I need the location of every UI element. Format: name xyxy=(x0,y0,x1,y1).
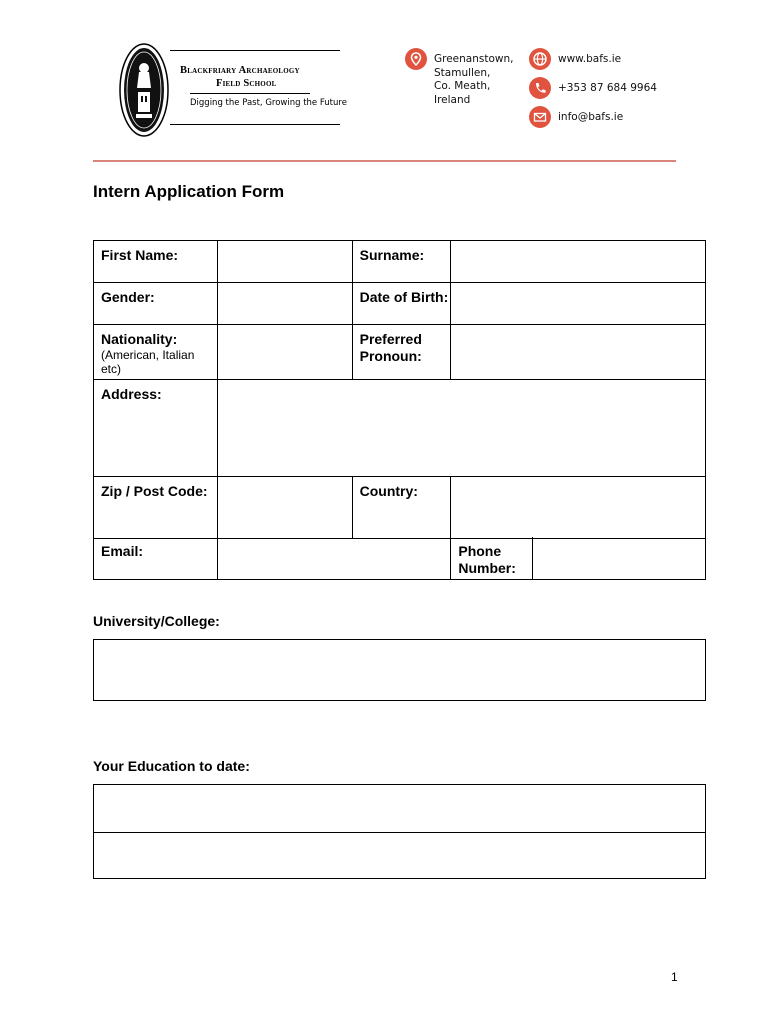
personal-details-table xyxy=(93,240,706,539)
address-block xyxy=(434,53,513,107)
surname-field[interactable] xyxy=(450,241,705,283)
website-link[interactable]: www.bafs.ie xyxy=(558,53,622,65)
header-divider xyxy=(93,160,676,162)
university-label: University/College: xyxy=(93,613,220,629)
envelope-icon xyxy=(529,106,551,128)
university-field[interactable] xyxy=(93,639,706,701)
form-title: Intern Application Form xyxy=(93,182,285,201)
country-label: Country: xyxy=(352,477,450,539)
gender-label: Gender: xyxy=(94,283,218,325)
logo-bottom-rule xyxy=(170,124,340,125)
phone-label: Phone Number: xyxy=(451,537,533,579)
nationality-cell xyxy=(94,325,218,380)
tagline-rule xyxy=(190,93,310,94)
crest-logo xyxy=(118,42,170,138)
address-field[interactable] xyxy=(217,380,705,477)
nationality-field[interactable] xyxy=(217,325,352,380)
location-pin-icon xyxy=(405,48,427,70)
gender-field[interactable] xyxy=(217,283,352,325)
globe-icon xyxy=(529,48,551,70)
contact-details-table xyxy=(93,537,706,580)
email-link[interactable]: info@bafs.ie xyxy=(558,111,624,123)
education-field[interactable] xyxy=(93,784,706,879)
phone-icon xyxy=(529,77,551,99)
email-field[interactable] xyxy=(217,537,451,579)
phone-number: +353 87 684 9964 xyxy=(558,82,657,94)
first-name-field[interactable] xyxy=(217,241,352,283)
address-line: Ireland xyxy=(434,93,471,106)
pronoun-field[interactable] xyxy=(450,325,705,380)
address-label: Address: xyxy=(94,380,218,477)
zip-field[interactable] xyxy=(217,477,352,539)
page-number: 1 xyxy=(671,970,678,984)
phone-field[interactable] xyxy=(533,537,706,579)
nationality-hint: (American, Italian etc) xyxy=(101,348,195,376)
dob-label: Date of Birth: xyxy=(352,283,450,325)
pronoun-label: Preferred Pronoun: xyxy=(352,325,450,380)
address-line: Co. Meath, xyxy=(434,80,491,92)
zip-label: Zip / Post Code: xyxy=(94,477,218,539)
address-line: Greenanstown, xyxy=(434,53,514,65)
education-label: Your Education to date: xyxy=(93,758,250,774)
education-row-divider xyxy=(94,832,705,833)
dob-field[interactable] xyxy=(450,283,705,325)
email-label: Email: xyxy=(94,537,218,579)
org-name-line2: Field School xyxy=(216,78,277,89)
first-name-label: First Name: xyxy=(94,241,218,283)
nationality-label: Nationality: xyxy=(101,331,178,347)
org-name xyxy=(180,64,340,90)
logo-top-rule xyxy=(170,50,340,51)
address-line: Stamullen, xyxy=(434,66,491,79)
surname-label: Surname: xyxy=(352,241,450,283)
org-name-line1: Blackfriary Archaeology xyxy=(180,65,300,76)
country-field[interactable] xyxy=(450,477,705,539)
tagline: Digging the Past, Growing the Future xyxy=(190,98,347,108)
